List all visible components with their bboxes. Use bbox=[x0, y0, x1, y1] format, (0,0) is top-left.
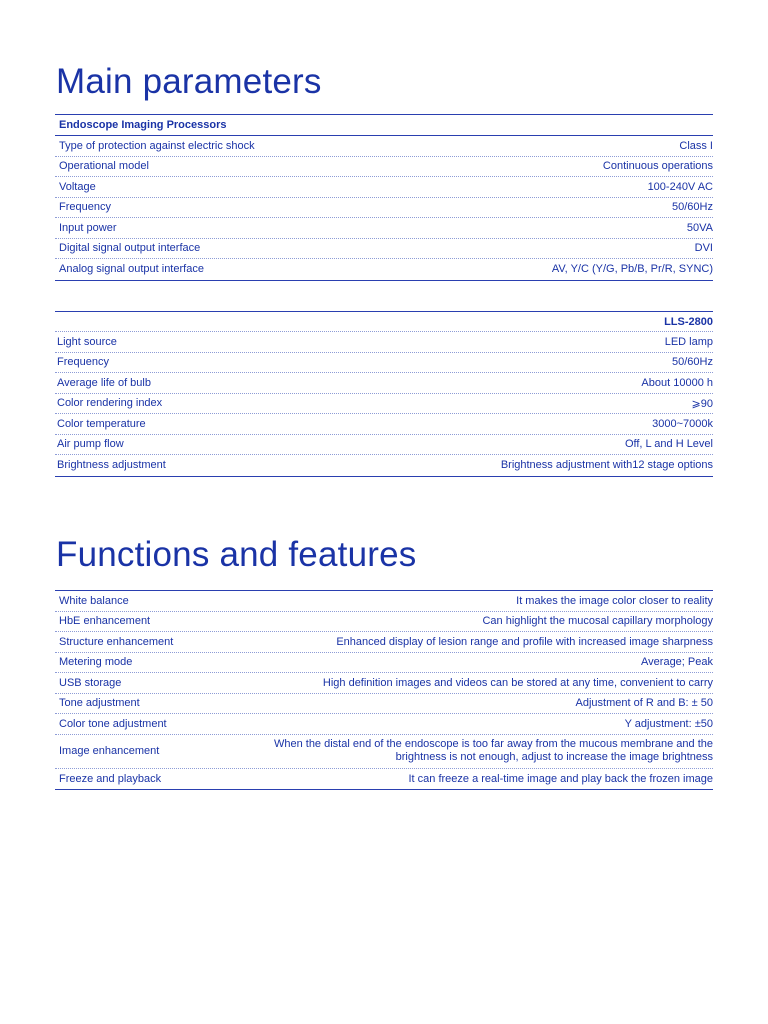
row-value: It can freeze a real-time image and play back the frozen image bbox=[408, 772, 713, 785]
row-label: Operational model bbox=[59, 160, 149, 173]
row-label: Metering mode bbox=[59, 656, 133, 669]
row-value: 50/60Hz bbox=[672, 356, 713, 369]
row-label: Image enhancement bbox=[59, 745, 160, 757]
functions-table bbox=[55, 590, 713, 790]
row-value: Can highlight the mucosal capillary morphology bbox=[482, 615, 713, 628]
table-row bbox=[55, 239, 713, 260]
processor-table bbox=[55, 114, 713, 281]
row-value: Enhanced display of lesion range and profile with increased image sharpness bbox=[336, 635, 713, 648]
row-value: Class I bbox=[679, 139, 713, 152]
table-row bbox=[55, 157, 713, 178]
main-parameters-title: Main parameters bbox=[56, 62, 322, 101]
row-label: Freeze and playback bbox=[59, 772, 162, 785]
row-label: Light source bbox=[57, 335, 117, 348]
table-row bbox=[55, 198, 713, 219]
table-row bbox=[55, 653, 713, 674]
row-label: Voltage bbox=[59, 180, 96, 193]
row-value: ⩾90 bbox=[691, 397, 713, 410]
row-label: Frequency bbox=[59, 201, 111, 214]
functions-features-title: Functions and features bbox=[56, 535, 417, 574]
row-value: High definition images and videos can be stored at any time, convenient to carry bbox=[322, 676, 713, 689]
table-row bbox=[55, 612, 713, 633]
light-source-table bbox=[55, 311, 713, 477]
table-row bbox=[55, 177, 713, 198]
table-row bbox=[55, 591, 713, 612]
row-value: Continuous operations bbox=[602, 160, 713, 173]
row-label: Type of protection against electric shock bbox=[59, 139, 255, 152]
table-row bbox=[55, 136, 713, 157]
row-label: Structure enhancement bbox=[59, 635, 174, 648]
row-value: Average; Peak bbox=[641, 656, 713, 669]
light-source-table-header bbox=[55, 312, 713, 332]
table-row bbox=[55, 694, 713, 715]
row-label: Color temperature bbox=[57, 417, 146, 430]
row-value: 100-240V AC bbox=[647, 180, 713, 193]
row-label: Color tone adjustment bbox=[59, 717, 167, 730]
row-label: Brightness adjustment bbox=[57, 459, 166, 472]
row-value: LED lamp bbox=[664, 335, 713, 348]
row-label: USB storage bbox=[59, 676, 122, 689]
table-row bbox=[55, 332, 713, 353]
row-value: Brightness adjustment with12 stage options bbox=[500, 459, 713, 472]
row-label: Air pump flow bbox=[57, 438, 124, 451]
row-value: DVI bbox=[694, 242, 713, 255]
table-row bbox=[55, 632, 713, 653]
row-label: Analog signal output interface bbox=[59, 263, 204, 276]
row-label: Digital signal output interface bbox=[59, 242, 201, 255]
table-row bbox=[55, 673, 713, 694]
row-value: Adjustment of R and B: ± 50 bbox=[575, 697, 713, 710]
row-value: 50/60Hz bbox=[672, 201, 713, 214]
table-row bbox=[55, 373, 713, 394]
row-value: Y adjustment: ±50 bbox=[624, 717, 713, 730]
table-row bbox=[55, 394, 713, 415]
processor-table-header-label: Endoscope Imaging Processors bbox=[59, 119, 227, 131]
row-value: When the distal end of the endoscope is too far away from the mucous membrane and the brightness is not enough, adjust to increase the image brightness bbox=[273, 738, 713, 763]
table-row bbox=[55, 769, 713, 790]
row-label: Frequency bbox=[57, 356, 109, 369]
light-source-table-header-label: LLS-2800 bbox=[664, 315, 713, 328]
row-label: Input power bbox=[59, 221, 117, 234]
table-row bbox=[55, 435, 713, 456]
row-label: Average life of bulb bbox=[57, 376, 151, 389]
row-label: Color rendering index bbox=[57, 397, 163, 410]
table-row bbox=[55, 414, 713, 435]
row-label: Tone adjustment bbox=[59, 697, 140, 710]
row-label: White balance bbox=[59, 594, 129, 607]
processor-table-header bbox=[55, 115, 713, 136]
row-value: AV, Y/C (Y/G, Pb/B, Pr/R, SYNC) bbox=[551, 263, 713, 276]
table-row bbox=[55, 218, 713, 239]
row-label: HbE enhancement bbox=[59, 615, 151, 628]
table-row bbox=[55, 259, 713, 280]
table-row bbox=[55, 353, 713, 374]
row-value: About 10000 h bbox=[641, 376, 713, 389]
table-row bbox=[55, 735, 713, 769]
row-value: It makes the image color closer to reality bbox=[516, 594, 713, 607]
row-value: Off, L and H Level bbox=[624, 438, 713, 451]
table-row bbox=[55, 714, 713, 735]
row-value: 3000~7000k bbox=[652, 417, 713, 430]
table-row bbox=[55, 455, 713, 476]
row-value: 50VA bbox=[686, 221, 713, 234]
